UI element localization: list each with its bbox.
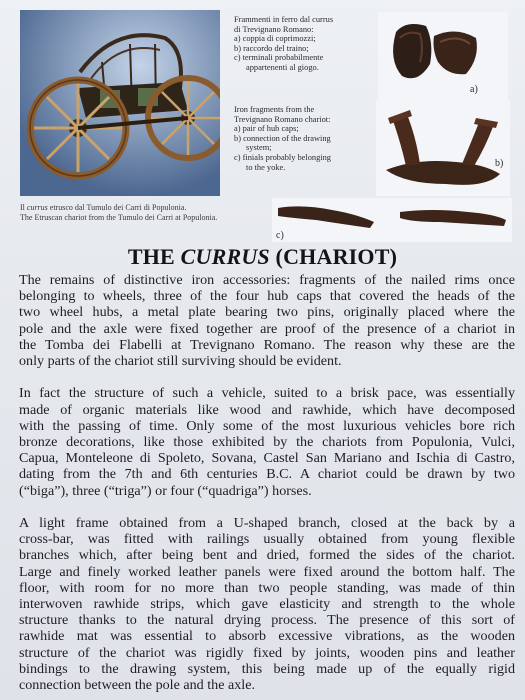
fragments-italian-line: a) coppia di coprimozzi; bbox=[234, 34, 316, 44]
fragments-italian-line: di Trevignano Romano: bbox=[234, 24, 314, 34]
text-line: branches which, after being bent and dried, formed the sides of the chariot. bbox=[19, 547, 515, 564]
fragment-b-label: b) bbox=[495, 158, 504, 169]
text-line: belonging to wheels, three of the four hub caps that covered the heads of the bbox=[19, 288, 515, 305]
text-line: the Tomba dei Flabelli at Trevignano Romano. The reason why these are the bbox=[19, 336, 515, 353]
caption-english: The Etruscan chariot from the Tumulo dei Carri at Populonia. bbox=[20, 213, 218, 222]
fragment-b-image bbox=[376, 100, 510, 196]
fragments-english-line: to the yoke. bbox=[246, 162, 286, 172]
text-line: cross-bar, was fitted with railings usually obtained from young flexible bbox=[19, 531, 515, 548]
text-line: floor, with room for no more than two people standing, was made of thin bbox=[19, 579, 515, 596]
fragment-a-label: a) bbox=[470, 84, 478, 95]
fragments-italian-line: c) terminali probabilmente bbox=[234, 53, 324, 63]
fragments-english-line: Trevignano Romano chariot: bbox=[234, 114, 331, 124]
fragments-english-line: a) pair of hub caps; bbox=[234, 124, 299, 134]
text-line: structure of the chariot was rigidly fixed by joints, wooden pins and leather bbox=[19, 644, 515, 661]
text-line: connection between the pole and the axle. bbox=[19, 677, 255, 694]
text-line: pole and the axle were fixed together are proof of the presence of a chariot in bbox=[19, 320, 515, 337]
text-line: bindings to the drawing system, this being made up of the equally rigid bbox=[19, 660, 515, 677]
chariot-photo bbox=[20, 10, 220, 196]
caption-italian: Il currus etrusco dal Tumulo dei Carri di Populonia. bbox=[20, 203, 187, 212]
text-line: The remains of distinctive iron accessories: fragments of the nailed rims once bbox=[19, 272, 515, 288]
paragraph-1 bbox=[19, 272, 515, 385]
fragments-english-line: Iron fragments from the bbox=[234, 105, 315, 114]
fragment-c-label: c) bbox=[276, 230, 284, 241]
photo-caption bbox=[20, 203, 280, 223]
text-line: made of organic materials like wood and rawhide, which have decomposed bbox=[19, 401, 515, 418]
text-line: two wheel hubs, a metal plate bearing two pins, originally placed where the bbox=[19, 304, 515, 321]
text-line: In fact the structure of such a vehicle, suited to a brisk pace, was essentially bbox=[19, 385, 515, 402]
text-line: rawhide mat was essential to absorb excessive vibrations, as the wooden bbox=[19, 628, 515, 645]
fragments-italian-text bbox=[234, 15, 374, 73]
fragment-a-image bbox=[378, 12, 508, 102]
page-title bbox=[0, 244, 525, 270]
text-line: Large and finely worked leather panels were fixed around the bottom half. The bbox=[19, 563, 515, 580]
text-line: dating from the 7th and 6th centuries B.C. A chariot could be drawn by two bbox=[19, 466, 515, 483]
title-italic-word: CURRUS bbox=[180, 244, 270, 269]
fragments-english-text bbox=[234, 105, 374, 172]
fragments-english-line: c) finials probably belonging bbox=[234, 152, 331, 162]
fragment-c-image bbox=[272, 198, 512, 242]
fragments-italian-line: Frammenti in ferro dal currus bbox=[234, 15, 334, 24]
fragments-english-line: system; bbox=[246, 143, 272, 153]
text-line: interwoven rawhide strips, which gave elasticity and strength to the whole bbox=[19, 596, 515, 613]
paragraph-2 bbox=[19, 385, 515, 515]
paragraph-3 bbox=[19, 515, 515, 693]
title-prefix: THE bbox=[127, 244, 181, 269]
title-suffix: (CHARIOT) bbox=[269, 244, 398, 269]
text-line: Capua, Monteleone di Spoleto, Sovana, Castel San Mariano and Ischia di Castro, bbox=[19, 450, 515, 467]
fragments-english-line: b) connection of the drawing bbox=[234, 133, 331, 143]
text-line: structure thanks to the natural drying process. The presence of this sort of bbox=[19, 612, 515, 629]
fragments-italian-line: appartenenti al giogo. bbox=[246, 62, 319, 72]
text-line: only parts of the chariot still surviving should be evident. bbox=[19, 353, 342, 370]
text-line: A light frame obtained from a U-shaped branch, closed at the back by a bbox=[19, 515, 515, 532]
body-text bbox=[19, 272, 515, 693]
text-line: (“biga”), three (“triga”) or four (“quadriga”) horses. bbox=[19, 482, 312, 499]
fragments-italian-line: b) raccordo del traino; bbox=[234, 43, 309, 53]
text-line: bronze decorations, like those exhibited by the chariots from Populonia, Vulci, bbox=[19, 434, 515, 451]
text-line: with the passing of time. Only some of the most luxurious vehicles bore rich bbox=[19, 417, 515, 434]
